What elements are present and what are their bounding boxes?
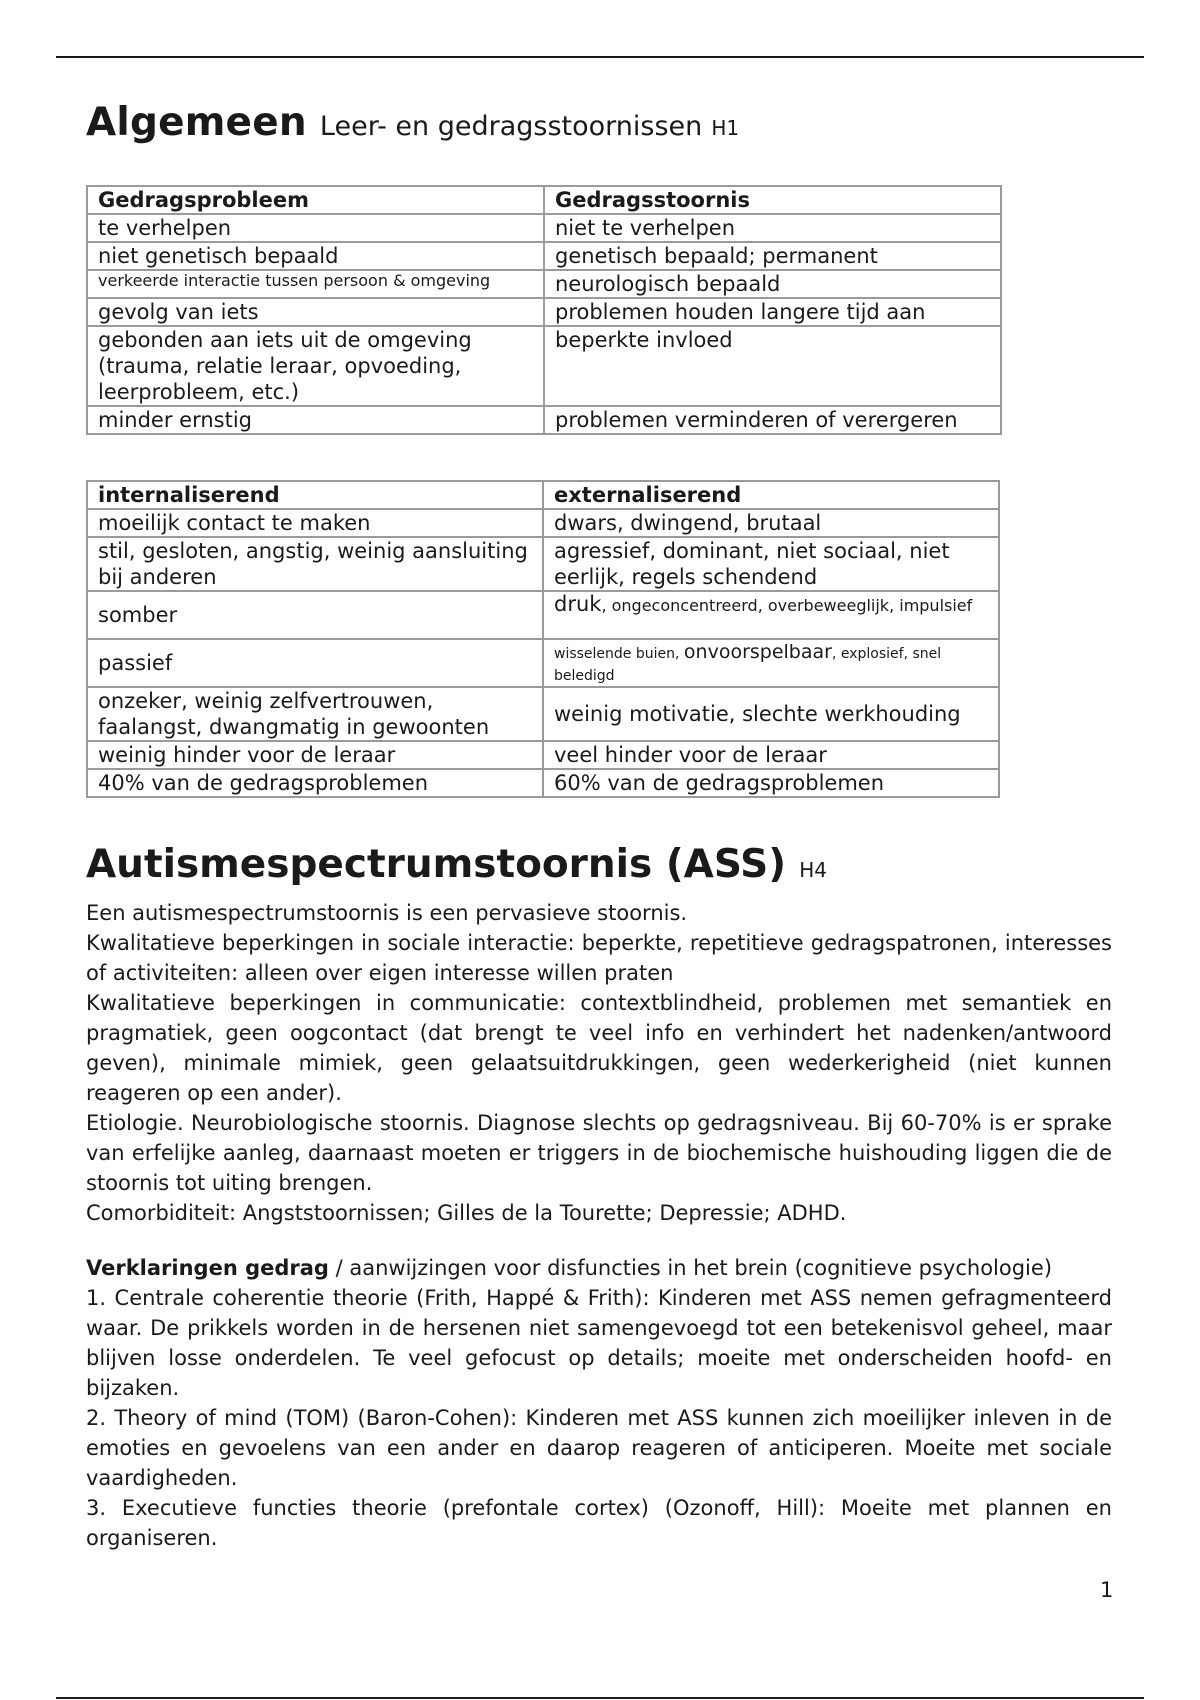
table-header-row	[87, 186, 1001, 214]
section-title-main: Autismespectrumstoornis (ASS)	[86, 842, 787, 887]
table-cell: gebonden aan iets uit de omgeving (trauma, relatie leraar, opvoeding, leerprobleem, etc.)	[87, 326, 544, 406]
table-cell: gevolg van iets	[87, 298, 544, 326]
comparison-table-internaliserend-externaliserend	[86, 480, 1000, 798]
paragraph: Kwalitatieve beperkingen in communicatie: contextblindheid, problemen met semantiek en pragmatiek, geen oogcontact (dat brengt te veel info en verhindert het nadenken/antwoord geven), minimale mimiek, geen gelaatsuitdrukkingen, geen wederkerigheid (niet kunnen reageren op een ander).	[86, 991, 1112, 1105]
comparison-table-probleem-stoornis	[86, 185, 1002, 435]
header-rule	[56, 56, 1144, 58]
title-tag: H1	[711, 116, 740, 140]
table-header-cell: externaliserend	[543, 481, 999, 509]
table-cell: beperkte invloed	[544, 326, 1001, 406]
table-cell: agressief, dominant, niet sociaal, niet eerlijk, regels schendend	[543, 537, 999, 591]
table-cell: veel hinder voor de leraar	[543, 741, 999, 769]
table-cell: onzeker, weinig zelfvertrouwen, faalangst, dwangmatig in gewoonten	[87, 687, 543, 741]
paragraph: Comorbiditeit: Angststoornissen; Gilles de la Tourette; Depressie; ADHD.	[86, 1201, 847, 1225]
cell-text-small: , explosief, snel beledigd	[554, 646, 942, 684]
table-row	[87, 509, 999, 537]
paragraph: Etiologie. Neurobiologische stoornis. Diagnose slechts op gedragsniveau. Bij 60-70% is er sprake van erfelijke aanleg, daarnaast moeten er triggers in de biochemische huishouding liggen die de stoornis tot uiting brengen.	[86, 1111, 1112, 1195]
section-title	[86, 842, 827, 887]
title-subtitle: Leer- en gedragsstoornissen	[319, 111, 703, 142]
explanations-block	[86, 1253, 1112, 1553]
table-cell: 40% van de gedragsproblemen	[87, 769, 543, 797]
table-cell: problemen verminderen of verergeren	[544, 406, 1001, 434]
table-row	[87, 242, 1001, 270]
table-row	[87, 537, 999, 591]
table-row	[87, 687, 999, 741]
table-row	[87, 298, 1001, 326]
explanations-heading-bold: Verklaringen gedrag	[86, 1256, 329, 1280]
table-cell: passief	[87, 639, 543, 687]
table-cell: neurologisch bepaald	[544, 270, 1001, 298]
table-cell: weinig motivatie, slechte werkhouding	[543, 687, 999, 741]
paragraph: Een autismespectrumstoornis is een pervasieve stoornis.	[86, 901, 688, 925]
list-item: 3. Executieve functies theorie (prefontale cortex) (Ozonoff, Hill): Moeite met plannen en organiseren.	[86, 1496, 1112, 1550]
table-cell: niet te verhelpen	[544, 214, 1001, 242]
table-cell: minder ernstig	[87, 406, 544, 434]
cell-text-large: onvoorspelbaar	[683, 641, 832, 663]
table-row	[87, 769, 999, 797]
table-cell: genetisch bepaald; permanent	[544, 242, 1001, 270]
list-item: 1. Centrale coherentie theorie (Frith, Happé & Frith): Kinderen met ASS nemen gefragmenteerd waar. De prikkels worden in de hersenen niet samengevoegd tot een betekenisvol geheel, maar blijven losse onderdelen. Te veel gefocust op details; moeite met onderscheiden hoofd- en bijzaken.	[86, 1286, 1112, 1400]
paragraph: Kwalitatieve beperkingen in sociale interactie: beperkte, repetitieve gedragspatronen, interesses of activiteiten: alleen over eigen interesse willen praten	[86, 931, 1112, 985]
table-cell: verkeerde interactie tussen persoon & omgeving	[87, 270, 544, 298]
explanations-heading-rest: / aanwijzingen voor disfuncties in het brein (cognitieve psychologie)	[328, 1256, 1053, 1280]
table-cell: moeilijk contact te maken	[87, 509, 543, 537]
table-cell: te verhelpen	[87, 214, 544, 242]
table-cell: stil, gesloten, angstig, weinig aansluiting bij anderen	[87, 537, 543, 591]
table-row	[87, 214, 1001, 242]
list-item: 2. Theory of mind (TOM) (Baron-Cohen): Kinderen met ASS kunnen zich moeilijker inleven in de emoties en gevoelens van een ander en daarop reageren of anticiperen. Moeite met sociale vaardigheden.	[86, 1406, 1112, 1490]
section-body	[86, 898, 1112, 1228]
page-number: 1	[1100, 1578, 1114, 1602]
table-row	[87, 639, 999, 687]
table-cell: weinig hinder voor de leraar	[87, 741, 543, 769]
title-main: Algemeen	[86, 100, 307, 145]
cell-text-large: druk	[554, 592, 602, 616]
table-cell	[543, 639, 999, 687]
table-row	[87, 591, 999, 639]
table-header-cell: internaliserend	[87, 481, 543, 509]
section-title-tag: H4	[799, 858, 827, 882]
table-row	[87, 741, 999, 769]
cell-text-small: wisselende buien,	[554, 646, 684, 662]
table-cell: 60% van de gedragsproblemen	[543, 769, 999, 797]
table-row	[87, 406, 1001, 434]
cell-text-small: , ongeconcentreerd, overbeweeglijk, impulsief	[601, 596, 973, 615]
table-row	[87, 270, 1001, 298]
table-cell: somber	[87, 591, 543, 639]
table-row	[87, 326, 1001, 406]
footer-rule	[56, 1697, 1144, 1699]
table-cell: niet genetisch bepaald	[87, 242, 544, 270]
table-header-row	[87, 481, 999, 509]
explanations-heading	[86, 1253, 1112, 1283]
table-header-cell: Gedragsprobleem	[87, 186, 544, 214]
table-cell: problemen houden langere tijd aan	[544, 298, 1001, 326]
table-cell	[543, 591, 999, 639]
table-cell: dwars, dwingend, brutaal	[543, 509, 999, 537]
page-title	[86, 100, 739, 145]
table-header-cell: Gedragsstoornis	[544, 186, 1001, 214]
